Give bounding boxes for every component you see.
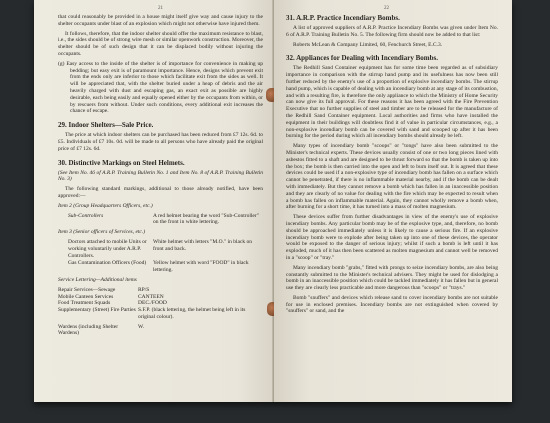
marking-role: Doctors attached to mobile Units or working voluntarily under A.R.P. Controllers. bbox=[68, 238, 147, 259]
page-number: 21 bbox=[158, 6, 163, 11]
item-f-paragraph: It follows, therefore, that the indoor shelter should offer the maximum resistance to blast, i.e., the sides should be of strong wire mesh or similar openwork construction. Moreover, the shelter should be of such design that it can be displaced bodily without injuring the occupants. bbox=[58, 30, 263, 57]
section-29-heading: 29. Indoor Shelters—Sale Price. bbox=[58, 121, 154, 130]
table-row bbox=[58, 260, 263, 274]
service-name: Mobile Canteen Services bbox=[58, 293, 114, 300]
item-g-paragraph: (g) Easy access to the inside of the shelter is of importance for convenience in making up bedding; but easy exit is of paramount importance. Hence, designs which prevent exit from the ends only are inferior to those which facilitate exit from the sides as well. It will be appreciated that, with the shelter buried under a heap of debris and the air heavily charged with dust and escaping gas, an exact exit as possible are highly desirable, each being easily and equally opened either by the occupants from within, or by rescuers from without. Under such conditions, every additional exit increases the chance of escape. bbox=[58, 60, 263, 115]
table-row bbox=[58, 307, 263, 321]
section-30-text: The following standard markings, additional to those already notified, have been approved:— bbox=[58, 186, 263, 199]
service-code: RP/S bbox=[138, 286, 150, 293]
item-3-heading: Item 3 (Senior officers of Services, etc.) bbox=[58, 229, 146, 236]
section-32-paragraph: Bomb "snuffers" and devices which release sand to cover incendiary bombs are not suitable for use in enclosed premises. Incendiary bombs are not extinguished when covered by "snuffers" or sand, and the bbox=[286, 294, 498, 315]
intro-paragraph: that could reasonably be provided in a house might itself give way and cause injury to the shelter occupants under blast of an explosion which might not otherwise have injured them. bbox=[58, 14, 263, 27]
marking-description: Yellow helmet with word "FOOD" in black lettering. bbox=[153, 260, 249, 274]
section-31-heading: 31. A.R.P. Practice Incendiary Bombs. bbox=[286, 14, 400, 22]
service-code: DEC./FOOD bbox=[138, 300, 167, 307]
marking-role: Gas Contamination Officers (Food) bbox=[68, 260, 147, 267]
booklet-spread bbox=[34, 0, 512, 402]
marking-role: Sub-Controllers bbox=[68, 212, 104, 219]
service-name: Repair Services—Sewage bbox=[58, 286, 116, 293]
section-29-text: The price at which indoor shelters can be purchased has been reduced from £7 12s. 6d. to £5. Individuals of £7 10s. 0d. will be made to all persons who have already paid the original price of £7 12s. 6d. bbox=[58, 132, 263, 152]
section-31-firm: Roberts McLean & Company Limited, 60, Fenchurch Street, E.C.3. bbox=[293, 41, 443, 48]
service-name: Wardens (including Shelter Wardens) bbox=[58, 323, 119, 337]
service-code: W. bbox=[138, 323, 145, 330]
marking-description: A red helmet bearing the word "Sub-Controller" on the front in white lettering. bbox=[153, 212, 259, 226]
table-row bbox=[58, 287, 263, 294]
section-32-paragraph: The Redhill Sand Container equipment has for some time been regarded as of subsidiary importance in comparison with the stirrup hand pump and its usefulness has now been still further reduced by the enemy's use of a proportion of explosive incendiary bombs. The stirrup hand pump, which is capable of dealing with an incendiary bomb at any stage of its combustion, and with a resulting fire, is therefore the only appliance to which the Ministry of Home Security can now give its full approval. For these reasons it has been agreed with the Fire Prevention Executive that no further supplies of steel and timber are to be released for the manufacture of the Redhill Sand Container equipment. Local authorities and firms who have installed the equipment in their buildings will doubtless find it of value in particular circumstances, e.g., a non-explosive incendiary bomb can be covered with sand and scooped up after it has been burning for the period during which all incendiary bombs should already be left. bbox=[286, 65, 499, 140]
left-page bbox=[34, 0, 274, 402]
section-32-heading: 32. Appliances for Dealing with Incendiary Bombs. bbox=[286, 54, 438, 63]
service-code: S.F.P. (black lettering, the helmet being left in its original colour). bbox=[138, 307, 246, 320]
section-30-heading: 30. Distinctive Markings on Steel Helmets. bbox=[58, 158, 185, 167]
service-code: CANTEEN bbox=[138, 293, 164, 300]
section-32-paragraph: These devices suffer from further disadvantages in view of the enemy's use of explosive incendiary bombs. Any particular bomb may be of the explosive type, and, therefore, no bomb should be approached immediately unless it is likely to cause a serious fire. If an explosive incendiary bomb were to explode after being taken up into one of these devices, the operator would be exposed to the danger of serious injury; whilst if such a bomb is left until it has exploded, much of it has then been scattered as molten magnesium and cannot well be removed in a "scoop" or "tray." bbox=[286, 214, 498, 261]
service-name: Food Treatment Squads bbox=[58, 300, 111, 307]
right-page-content bbox=[286, 14, 498, 318]
section-32-paragraph: Many incendiary bomb "grabs," fitted with prongs to seize incendiary bombs, are also being constantly submitted to the Minister's technical advisers. They might be used for dislodging a bomb in an inaccessible position which could be tackled immediately it has fallen but in general use they are clearly less practicable and more dangerous than "scoops" or "trays." bbox=[286, 264, 498, 292]
service-name: Supplementary (Street) Fire Parties bbox=[58, 307, 136, 314]
page-number: 22 bbox=[384, 6, 389, 11]
section-32-paragraph: Many types of incendiary bomb "scoops" or "tongs" have also been submitted to the Minister's technical experts. These devices usually consist of one or two long pieces lined with asbestos fitted to a shaft and are designed to be thrust forward so that the bomb is taken up into the box; the bomb is then carried into the open and left to burn itself out. It is agreed that these devices could be used if a non-explosive type of incendiary bomb has fallen on a surface which cannot be penetrated, if there is no inflammable material nearby, and if the bomb can be dealt with immediately. But they cannot remove a bomb which has fallen in an inaccessible position and they are clearly of no value for dealing with the fire which may be expected to result when a bomb has fallen on inflammable material. Again, they cannot wholly remove a bomb when, after burning for a short time, it has turned into a mass of molten magnesium. bbox=[286, 143, 498, 211]
service-lettering-heading: Service Lettering—Additional items bbox=[58, 276, 137, 283]
table-row bbox=[58, 324, 263, 338]
table-row bbox=[58, 239, 263, 259]
section-31-text: A list of approved suppliers of A.R.P. Practice Incendiary Bombs was given under Item No. 6 of A.R.P. Training Bulletin No. 5. The following firm should now be added to that list: bbox=[286, 25, 498, 38]
table-row bbox=[58, 213, 263, 227]
left-page-content bbox=[58, 14, 263, 337]
section-30-reference: (See Item No. 46 of A.R.P. Training Bulletin No. 1 and Item No. 8 of A.R.P. Training Bulletin No. 3) bbox=[58, 169, 263, 183]
item-2-heading: Item 2 (Group Headquarters Officers, etc.) bbox=[58, 202, 153, 209]
table-row bbox=[58, 294, 263, 301]
right-page bbox=[274, 0, 512, 402]
marking-description: White helmet with letters "M.O." in black on front and back. bbox=[153, 238, 253, 252]
